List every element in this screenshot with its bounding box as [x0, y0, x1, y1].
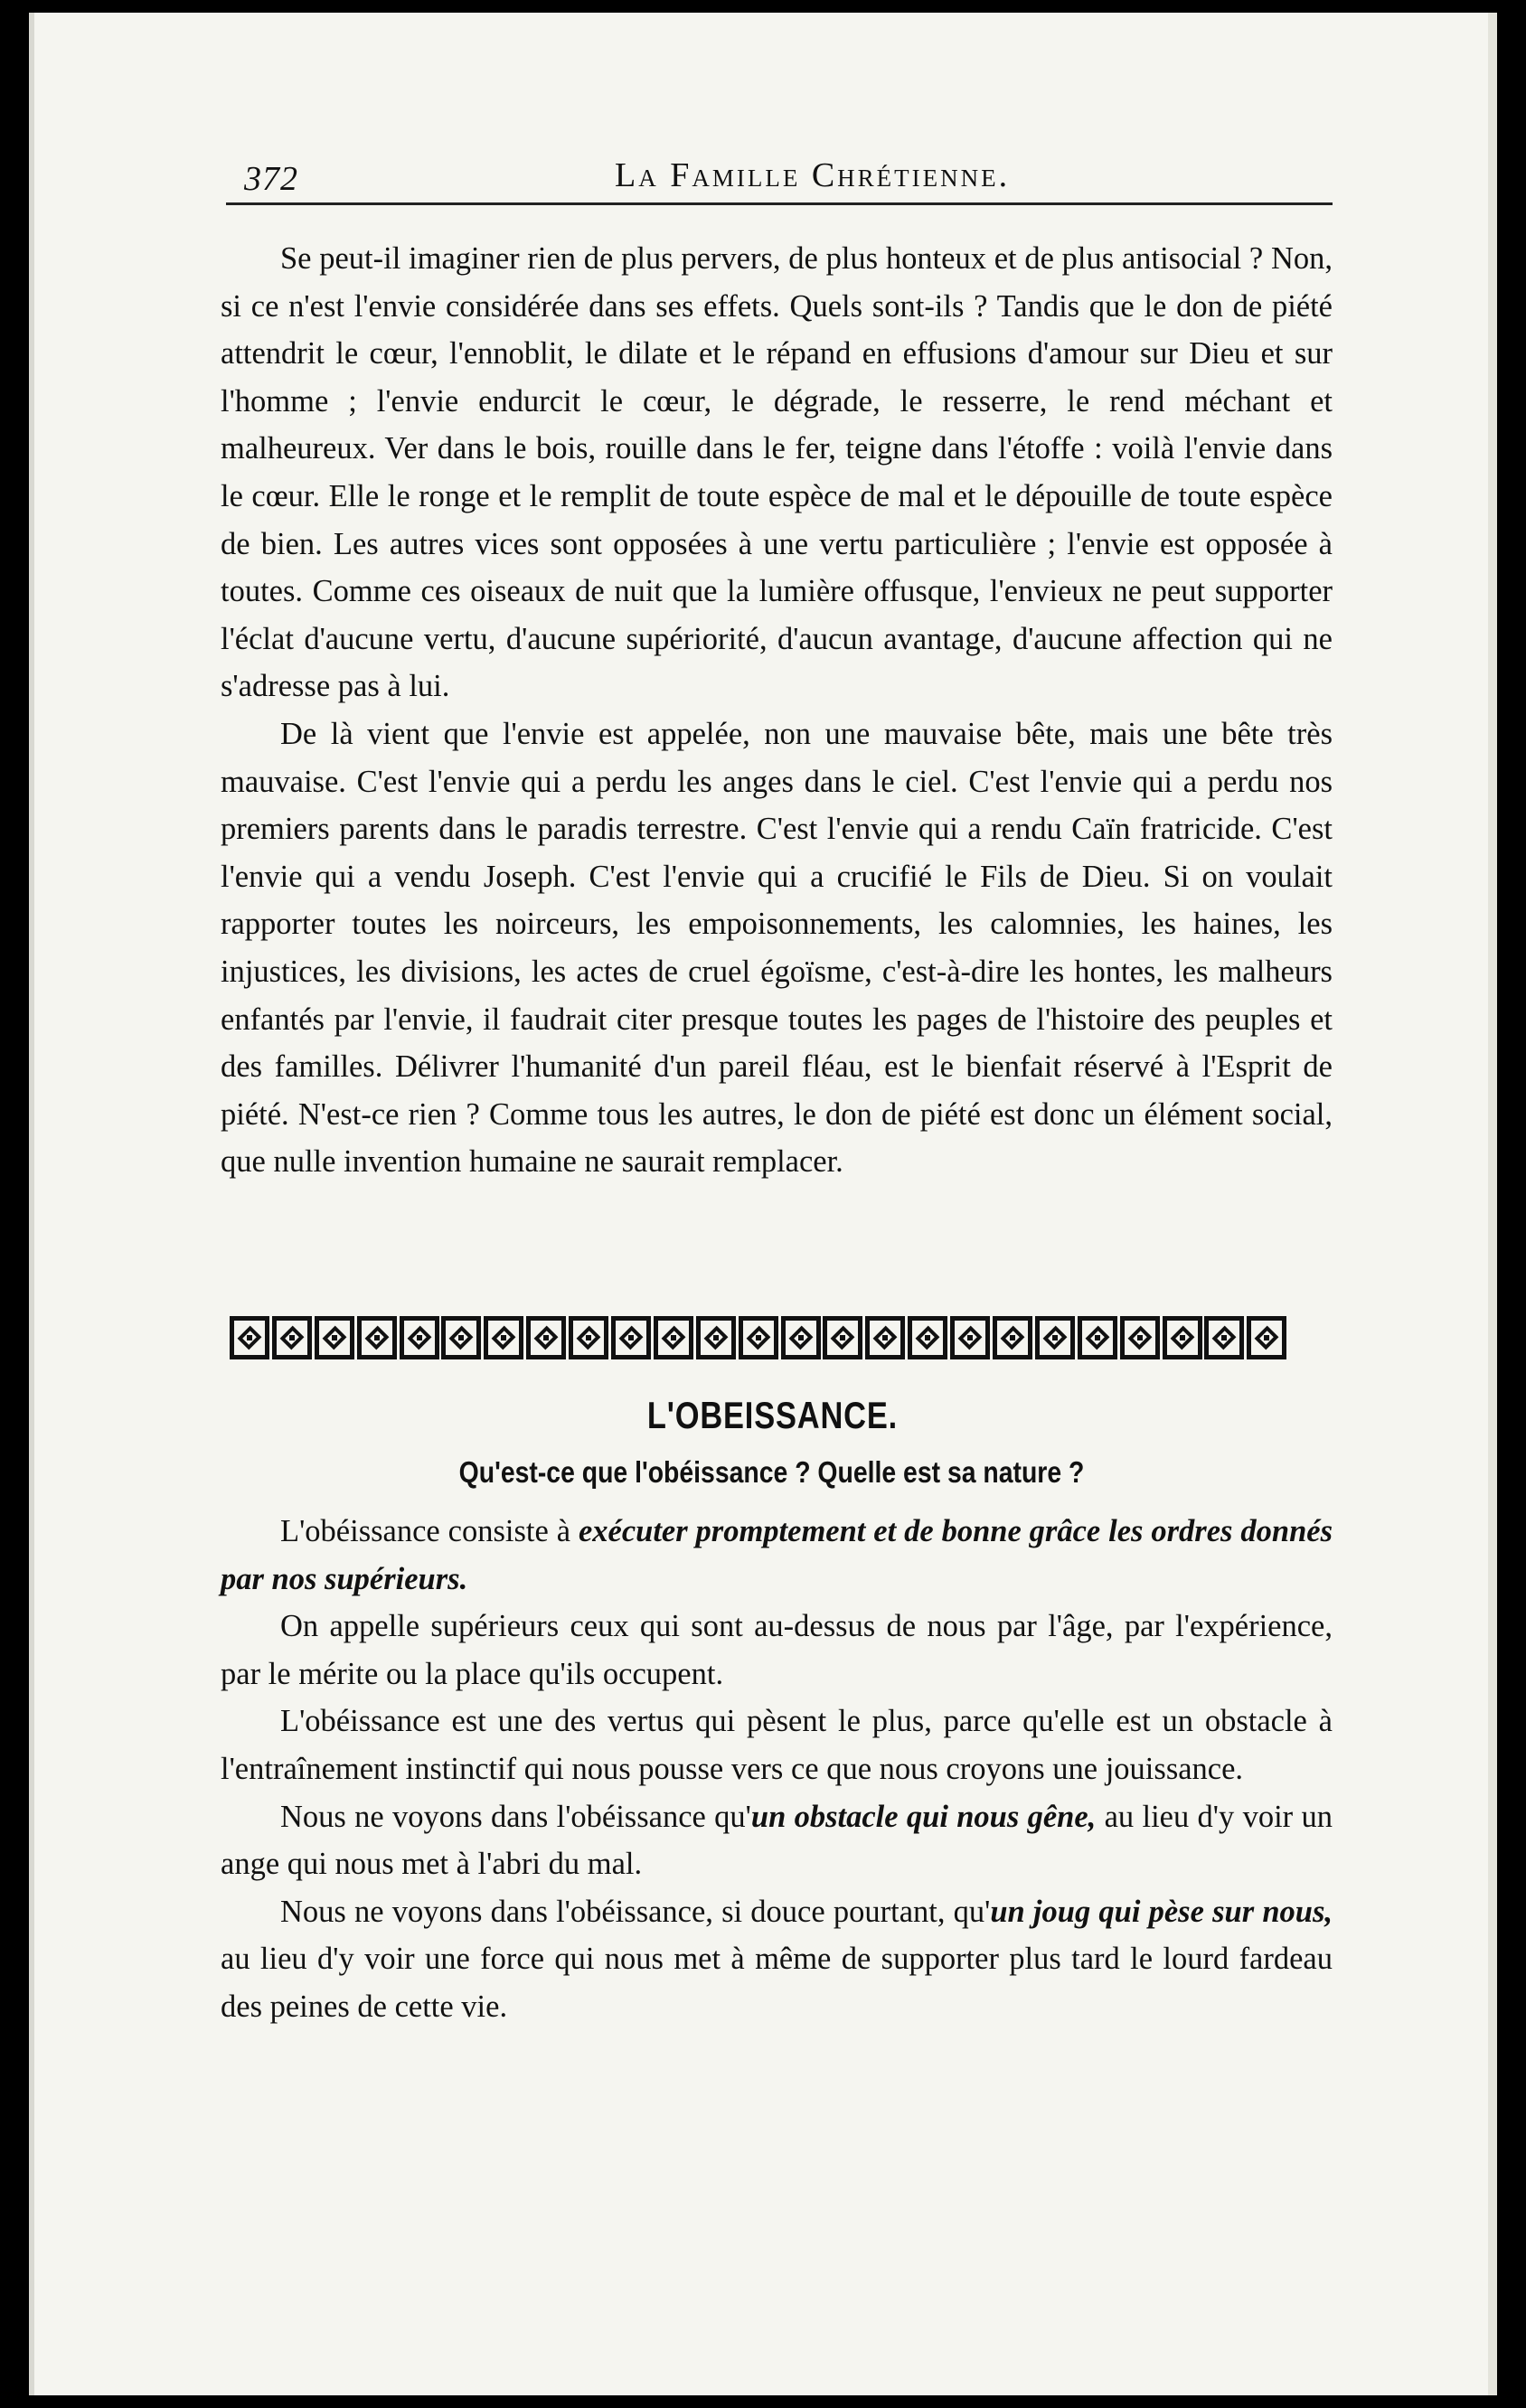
page-edge-left: [29, 13, 34, 2395]
ornament-cell: [315, 1316, 354, 1359]
emphasis-run: un joug qui pèse sur nous,: [990, 1894, 1333, 1929]
ornament-cell: [1163, 1316, 1202, 1359]
text-run: L'obéissance consiste à: [280, 1514, 579, 1548]
ornament-cell: [1078, 1316, 1117, 1359]
ornament-cell: [1204, 1316, 1244, 1359]
ornament-cell: [230, 1316, 269, 1359]
text-run: Nous ne voyons dans l'obéissance qu': [280, 1799, 751, 1834]
ornament-cell: [272, 1316, 312, 1359]
ornament-cell: [823, 1316, 862, 1359]
paragraph: L'obéissance est une des vertus qui pèsent le plus, parce qu'elle est un obstacle à l'entraînement instinctif qui nous pousse vers ce que nous croyons une jouissance.: [221, 1704, 1333, 1786]
paragraph: Se peut-il imaginer rien de plus pervers, de plus honteux et de plus antisocial ? Non, si ce n'est l'envie considérée dans ses effets. Quels sont-ils ? Tandis que le don de piété attendrit le cœur, l'ennoblit, le dilate et le répand en effusions d'amour sur Dieu et sur l'homme ; l'envie endurcit le cœur, le dégrade, le resserre, le rend méchant et malheureux. Ver dans le bois, rouille dans le fer, teigne dans l'étoffe : voilà l'envie dans le cœur. Elle le ronge et le remplit de toute espèce de mal et le dépouille de toute espèce de bien. Les autres vices sont opposées à une vertu particulière ; l'envie est opposée à toutes. Comme ces oiseaux de nuit que la lumière offusque, l'envieux ne peut supporter l'éclat d'aucune vertu, d'aucune supériorité, d'aucun avantage, d'aucune affection qui ne s'adresse pas à lui.: [221, 241, 1333, 704]
text-run: au lieu d'y voir une force qui nous met à même de supporter plus tard le lourd fardeau des peines de cette vie.: [221, 1942, 1333, 2024]
page-header: [244, 155, 1329, 199]
ornament-cell: [1035, 1316, 1075, 1359]
paragraph: [221, 1888, 1333, 2031]
ornament-cell: [654, 1316, 693, 1359]
book-page: [29, 13, 1497, 2395]
ornament-cell: [865, 1316, 905, 1359]
ornament-cell: [400, 1316, 439, 1359]
decorative-ornament-band: [230, 1316, 1314, 1367]
page-number: 372: [244, 160, 298, 198]
ornament-cell: [781, 1316, 821, 1359]
ornament-cell: [611, 1316, 651, 1359]
ornament-cell: [526, 1316, 566, 1359]
ornament-cell: [484, 1316, 523, 1359]
text-run: au lieu d'y voir un ange qui nous met à l'abri du mal.: [221, 1799, 1333, 1882]
ornament-cell: [696, 1316, 736, 1359]
header-rule: [226, 202, 1333, 205]
ornament-cell: [739, 1316, 778, 1359]
ornament-cell: [1247, 1316, 1286, 1359]
section-subtitle: Qu'est-ce que l'obéissance ? Quelle est sa nature ?: [458, 1455, 1085, 1489]
paragraph: [221, 1508, 1333, 1603]
ornament-cell: [569, 1316, 608, 1359]
text-run: Nous ne voyons dans l'obéissance, si douce pourtant, qu': [280, 1894, 991, 1929]
page-edge-right: [1488, 13, 1497, 2395]
ornament-cell: [1120, 1316, 1160, 1359]
ornament-cell: [950, 1316, 990, 1359]
paragraph: [221, 1793, 1333, 1888]
section-envie-text: [221, 235, 1333, 1186]
running-title: La Famille Chrétienne.: [615, 156, 1011, 194]
ornament-cell: [993, 1316, 1032, 1359]
section-obeissance-text: [221, 1508, 1333, 2031]
emphasis-run: exécuter promptement et de bonne grâce les ordres donnés par nos supérieurs.: [221, 1514, 1333, 1596]
ornament-cell: [441, 1316, 481, 1359]
ornament-cell: [357, 1316, 397, 1359]
section-title: L'OBEISSANCE.: [646, 1394, 899, 1436]
emphasis-run: un obstacle qui nous gêne,: [750, 1799, 1097, 1834]
paragraph: On appelle supérieurs ceux qui sont au-dessus de nous par l'âge, par l'expérience, par le mérite ou la place qu'ils occupent.: [221, 1609, 1333, 1691]
paragraph: De là vient que l'envie est appelée, non une mauvaise bête, mais une bête très mauvaise. C'est l'envie qui a perdu les anges dans le ciel. C'est l'envie qui a perdu nos premiers parents dans le paradis terrestre. C'est l'envie qui a rendu Caïn fratricide. C'est l'envie qui a vendu Joseph. C'est l'envie qui a crucifié le Fils de Dieu. Si on voulait rapporter toutes les noirceurs, les empoisonnements, les calomnies, les haines, les injustices, les divisions, les actes de cruel égoïsme, c'est-à-dire les hontes, les malheurs enfantés par l'envie, il faudrait citer presque toutes les pages de l'histoire des peuples et des familles. Délivrer l'humanité d'un pareil fléau, est le bienfait réservé à l'Esprit de piété. N'est-ce rien ? Comme tous les autres, le don de piété est donc un élément social, que nulle invention humaine ne saurait remplacer.: [221, 716, 1333, 1180]
ornament-cell: [908, 1316, 947, 1359]
